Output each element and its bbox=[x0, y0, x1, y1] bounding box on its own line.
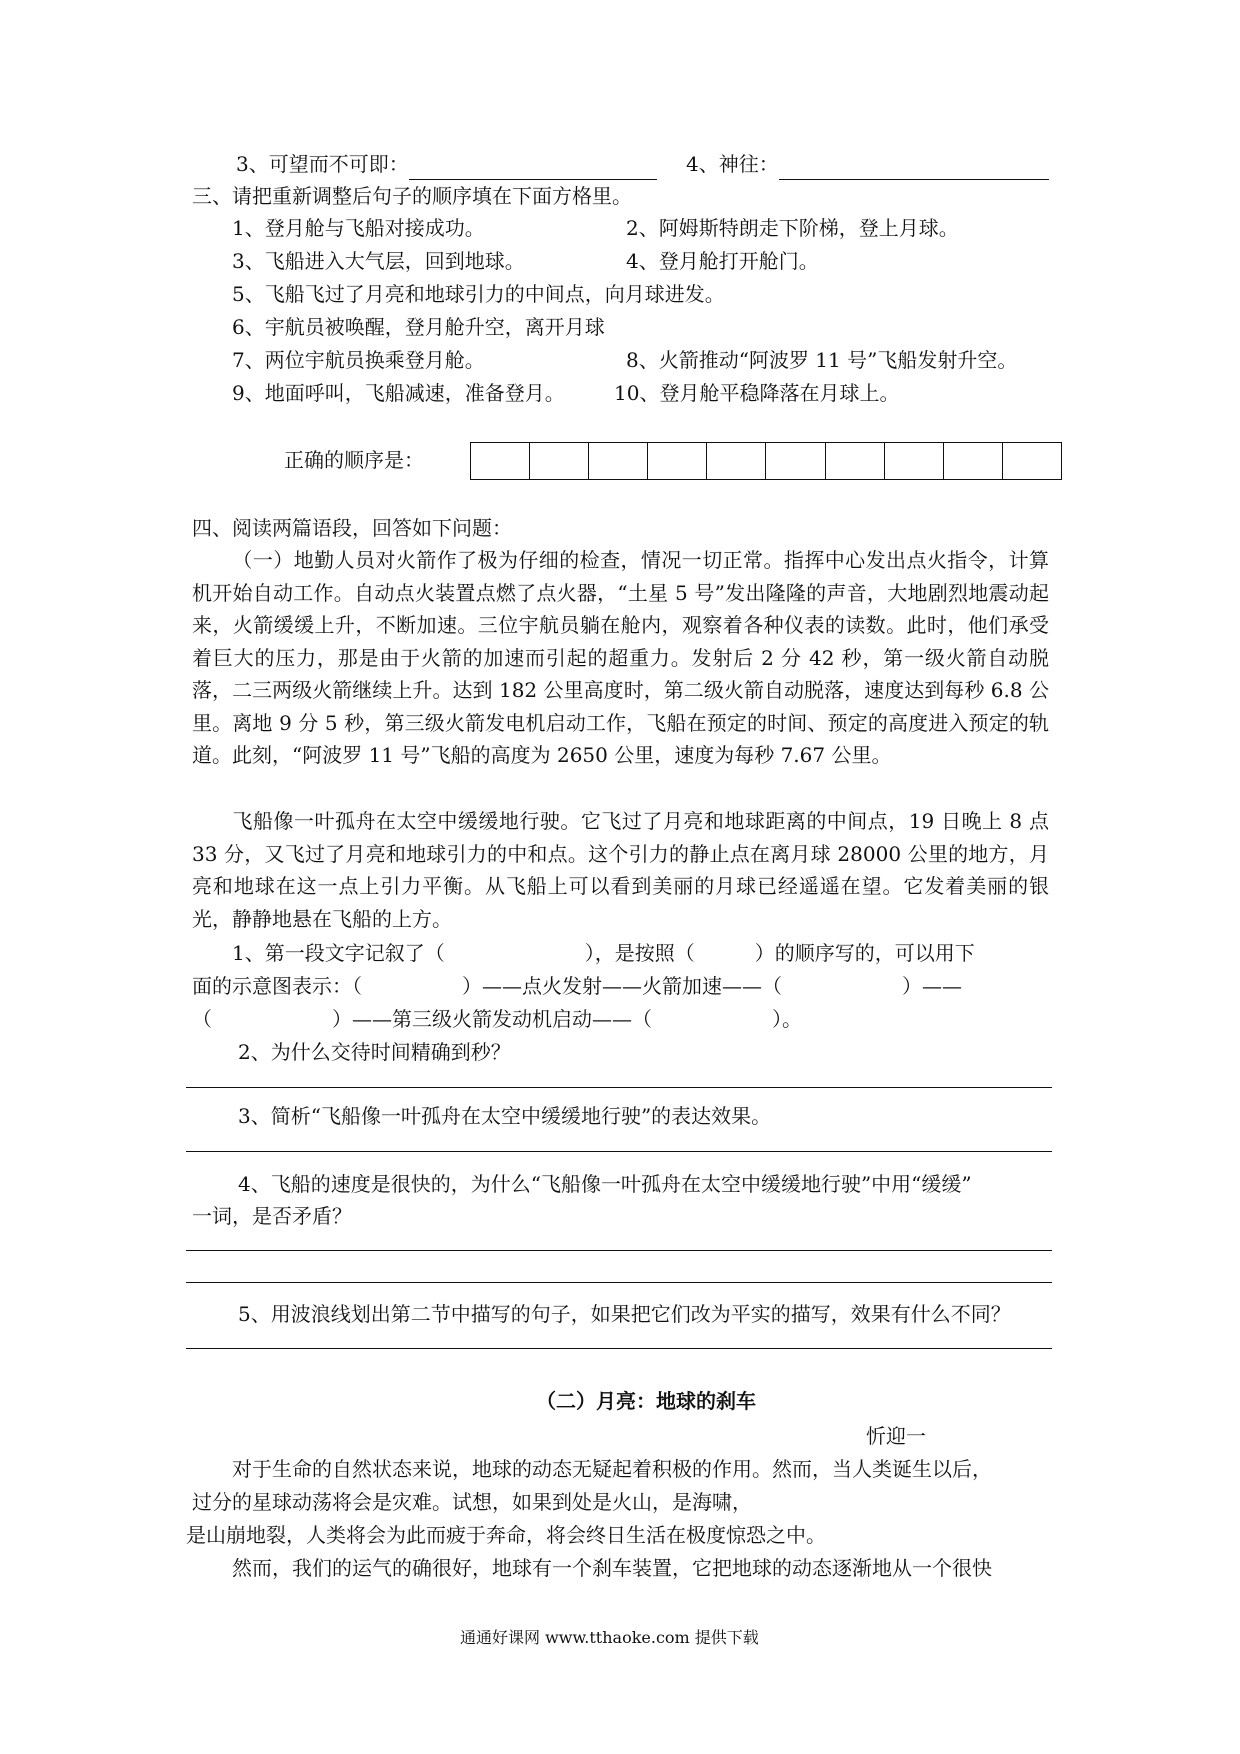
section-3-heading: 三、请把重新调整后句子的顺序填在下面方格里。 bbox=[192, 184, 632, 208]
sentence-7: 7、两位宇航员换乘登月舱。 bbox=[232, 348, 485, 372]
sentence-8: 8、火箭推动“阿波罗 11 号”飞船发射升空。 bbox=[626, 348, 1018, 372]
sentence-2: 2、阿姆斯特朗走下阶梯，登上月球。 bbox=[626, 216, 959, 240]
order-cell[interactable] bbox=[706, 443, 765, 479]
question-2: 2、为什么交待时间精确到秒？ bbox=[238, 1040, 511, 1064]
article-2-paragraph-2-line-1: 然而，我们的运气的确很好，地球有一个刹车装置，它把地球的动态逐渐地从一个很快 bbox=[232, 1556, 992, 1580]
section-4-heading: 四、阅读两篇语段，回答如下问题： bbox=[192, 516, 512, 540]
vocab-item-3-label: 3、可望而不可即： bbox=[236, 152, 409, 176]
article-2-paragraph-1-line-1: 对于生命的自然状态来说，地球的动态无疑起着积极的作用。然而，当人类诞生以后， bbox=[232, 1457, 992, 1481]
order-label: 正确的顺序是： bbox=[284, 448, 424, 472]
footer-credit: 通通好课网 www.tthaoke.com 提供下载 bbox=[460, 1628, 759, 1647]
question-4-line-2: 一词，是否矛盾？ bbox=[192, 1204, 352, 1228]
vocab-item-3-blank[interactable] bbox=[409, 157, 657, 180]
article-2-paragraph-1-line-2: 过分的星球动荡将会是灾难。试想，如果到处是火山，是海啸， bbox=[192, 1490, 752, 1514]
answer-line-q5[interactable] bbox=[186, 1348, 1052, 1349]
sentence-9: 9、地面呼叫，飞船减速，准备登月。 bbox=[232, 381, 565, 405]
order-cell[interactable] bbox=[884, 443, 943, 479]
question-5: 5、用波浪线划出第二节中描写的句子，如果把它们改为平实的描写，效果有什么不同？ bbox=[238, 1302, 1011, 1326]
question-1-line-2: 面的示意图表示：（ ）——点火发射——火箭加速——（ ）—— bbox=[192, 974, 962, 998]
order-cell[interactable] bbox=[529, 443, 588, 479]
passage-1-paragraph-1 bbox=[192, 544, 1049, 772]
article-2-paragraph-1-line-3: 是山崩地裂，人类将会为此而疲于奔命，将会终日生活在极度惊恐之中。 bbox=[186, 1523, 826, 1547]
order-cell[interactable] bbox=[765, 443, 824, 479]
answer-line-q4-a[interactable] bbox=[186, 1250, 1052, 1251]
vocab-item-4 bbox=[686, 148, 1049, 180]
question-3: 3、简析“飞船像一叶孤舟在太空中缓缓地行驶”的表达效果。 bbox=[238, 1104, 772, 1128]
order-cell[interactable] bbox=[588, 443, 647, 479]
vocab-item-3 bbox=[236, 148, 657, 180]
question-1-line-1: 1、第一段文字记叙了（ ），是按照（ ）的顺序写的，可以用下 bbox=[232, 941, 975, 965]
vocab-item-4-label: 4、神往： bbox=[686, 152, 779, 176]
passage-1-paragraph-2 bbox=[192, 805, 1049, 935]
sentence-10: 10、登月舱平稳降落在月球上。 bbox=[614, 381, 900, 405]
answer-line-q2[interactable] bbox=[186, 1087, 1052, 1088]
article-2-title: （二）月亮：地球的刹车 bbox=[536, 1389, 756, 1413]
order-cell[interactable] bbox=[471, 443, 529, 479]
sentence-3: 3、飞船进入大气层，回到地球。 bbox=[232, 249, 525, 273]
sentence-1: 1、登月舱与飞船对接成功。 bbox=[232, 216, 485, 240]
order-cell[interactable] bbox=[943, 443, 1002, 479]
sentence-4: 4、登月舱打开舱门。 bbox=[626, 249, 819, 273]
answer-line-q4-b[interactable] bbox=[186, 1282, 1052, 1283]
sentence-6: 6、宇航员被唤醒，登月舱升空，离开月球 bbox=[232, 315, 605, 339]
article-2-author: 忻迎一 bbox=[866, 1424, 926, 1448]
passage-1-paragraph-2-text: 飞船像一叶孤舟在太空中缓缓地行驶。它飞过了月亮和地球距离的中间点，19 日晚上 8 点 33 分，又飞过了月亮和地球引力的中和点。这个引力的静止点在离月球 28000 公里的地方，月亮和地球在这一点上引力平衡。从飞船上可以看到美丽的月球已经遥遥在望。它发着美丽的银光，静静地悬在飞船的上方。 bbox=[192, 809, 1049, 931]
answer-line-q3[interactable] bbox=[186, 1151, 1052, 1152]
order-cell[interactable] bbox=[647, 443, 706, 479]
passage-1-paragraph-1-text: （一）地勤人员对火箭作了极为仔细的检查，情况一切正常。指挥中心发出点火指令，计算机开始自动工作。自动点火装置点燃了点火器，“土星 5 号”发出隆隆的声音，大地剧烈地震动起来，火箭缓缓上升，不断加速。三位宇航员躺在舱内，观察着各种仪表的读数。此时，他们承受着巨大的压力，那是由于火箭的加速而引起的超重力。发射后 2 分 42 秒，第一级火箭自动脱落，二三两级火箭继续上升。达到 182 公里高度时，第二级火箭自动脱落，速度达到每秒 6.8 公里。离地 9 分 5 秒，第三级火箭发电机启动工作，飞船在预定的时间、预定的高度进入预定的轨道。此刻，“阿波罗 11 号”飞船的高度为 2650 公里，速度为每秒 7.67 公里。 bbox=[192, 548, 1049, 767]
order-cell[interactable] bbox=[1002, 443, 1061, 479]
order-cell[interactable] bbox=[825, 443, 884, 479]
vocab-item-4-blank[interactable] bbox=[779, 157, 1049, 180]
question-1-line-3: （ ）——第三级火箭发动机启动——（ ）。 bbox=[192, 1007, 802, 1031]
question-4-line-1: 4、飞船的速度是很快的，为什么“飞船像一叶孤舟在太空中缓缓地行驶”中用“缓缓” bbox=[238, 1172, 972, 1196]
order-answer-grid bbox=[470, 442, 1062, 480]
sentence-5: 5、飞船飞过了月亮和地球引力的中间点，向月球进发。 bbox=[232, 282, 725, 306]
